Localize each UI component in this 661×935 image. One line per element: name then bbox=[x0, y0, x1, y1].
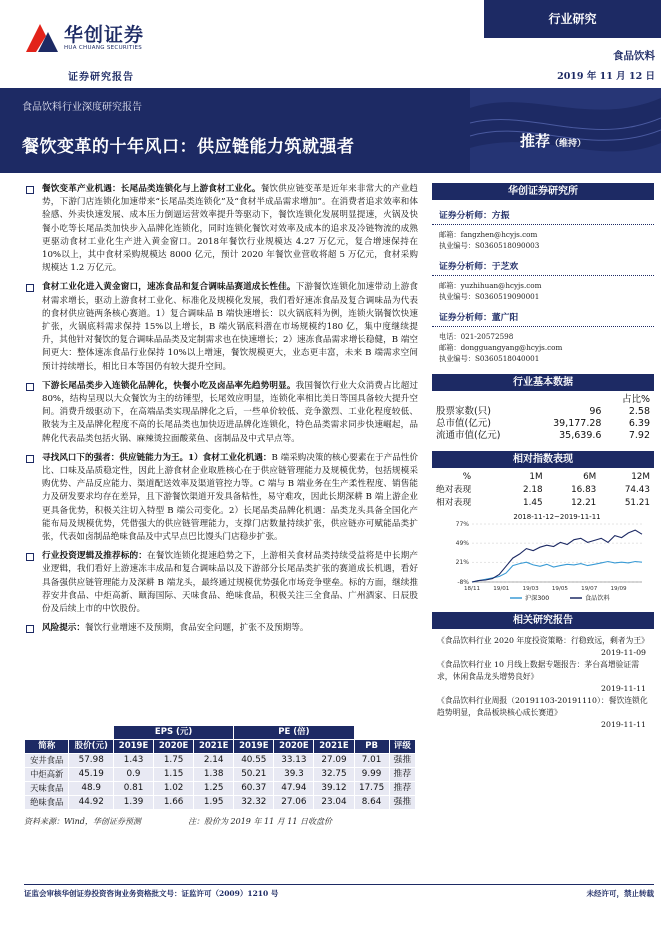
y-tick-label: 49% bbox=[455, 540, 469, 548]
row-label: 绝对表现 bbox=[436, 485, 472, 495]
summary-paragraph bbox=[24, 183, 418, 275]
column-header: 6M bbox=[583, 472, 597, 482]
table-cell: 57.98 bbox=[69, 754, 114, 768]
footer-divider bbox=[24, 884, 654, 885]
column-header: 占比% bbox=[621, 394, 650, 405]
legend-label: 食品饮料 bbox=[585, 595, 610, 602]
table-row bbox=[432, 497, 654, 510]
table-cell: 60.37 bbox=[234, 782, 274, 796]
paragraph-lead: 风险提示： bbox=[42, 623, 85, 634]
series-line-0 bbox=[472, 562, 642, 583]
table-row bbox=[432, 406, 654, 418]
cell-value: 2.18 bbox=[522, 485, 543, 495]
column-header-row bbox=[25, 740, 416, 754]
paragraph-text: B 端采购决策的核心要素在于产品性价比、口味及品质稳定性，因此上游食材企业取胜核心在于供应链管理能力及规模优势，包括规模采购优势、产品反应能力、渠道配送效率及渠道管控力等。C 端与 B 端业务在生产柔性程度、销售能力及研发要求均存在差异，且下游餐饮渠道开发具备粘性，易守难攻，因此长期深耕 B 端上游企业更具备优势，积极关注切入特型 B 端公司变化。2）长尾品类品牌化机遇：品类龙头具备全国化产能布局及规模优势，凭借强大的供应链管理能力，支撑门店数量持续扩张，供应链亦可赋能品类扩张，代表如卤制品绝味食品及中式早点巴比馒头门店稳步扩张。 bbox=[42, 452, 418, 543]
logo-mark-icon bbox=[26, 20, 58, 52]
performance-header: 相对指数表现 bbox=[432, 451, 654, 468]
column-header: 2021E bbox=[314, 740, 354, 754]
related-report-date: 2019-11-09 bbox=[601, 648, 646, 657]
bullet-square-icon bbox=[26, 553, 34, 561]
related-list bbox=[432, 635, 654, 731]
report-subtitle: 食品饮料行业深度研究报告 bbox=[22, 102, 142, 113]
pe-group-header: PE (倍) bbox=[234, 726, 354, 740]
table-cell: 39.12 bbox=[314, 782, 354, 796]
y-tick-label: -8% bbox=[457, 579, 469, 586]
table-cell: 1.25 bbox=[194, 782, 234, 796]
empty-header bbox=[69, 726, 114, 740]
stock-name: 安井食品 bbox=[25, 754, 69, 768]
stock-name: 绝味食品 bbox=[25, 796, 69, 810]
table-row bbox=[432, 418, 654, 430]
table-cell: 40.55 bbox=[234, 754, 274, 768]
table-cell: 47.94 bbox=[274, 782, 314, 796]
summary-column bbox=[24, 183, 418, 642]
cell-value: 39,177.28 bbox=[553, 418, 602, 429]
table-cell: 2.14 bbox=[194, 754, 234, 768]
stock-name: 天味食品 bbox=[25, 782, 69, 796]
row-label: 相对表现 bbox=[436, 498, 472, 508]
column-header: 2019E bbox=[234, 740, 274, 754]
rating-note: （维持） bbox=[550, 139, 587, 149]
estimates-table-wrap bbox=[24, 725, 416, 810]
estimates-body bbox=[25, 754, 416, 810]
summary-paragraph bbox=[24, 380, 418, 446]
table-cell: 0.9 bbox=[113, 768, 153, 782]
table-row bbox=[25, 796, 416, 810]
paragraph-lead: 行业投资逻辑及推荐标的： bbox=[42, 551, 147, 562]
table-cell: 1.39 bbox=[113, 796, 153, 810]
cell-pct: 6.39 bbox=[628, 418, 650, 429]
table-cell: 8.64 bbox=[354, 796, 389, 810]
row-label: 流通市值(亿元) bbox=[436, 430, 501, 441]
bullet-square-icon bbox=[26, 455, 34, 463]
performance-chart bbox=[432, 510, 654, 606]
table-cell: 39.3 bbox=[274, 768, 314, 782]
table-cell: 23.04 bbox=[314, 796, 354, 810]
table-cell: 27.09 bbox=[314, 754, 354, 768]
summary-paragraph bbox=[24, 550, 418, 616]
x-tick-label: 18/11 bbox=[463, 586, 481, 592]
table-cell: 17.75 bbox=[354, 782, 389, 796]
x-tick-label: 19/03 bbox=[522, 586, 539, 592]
table-cell: 50.21 bbox=[234, 768, 274, 782]
table-cell: 推荐 bbox=[389, 782, 415, 796]
paragraph-text: 我国餐饮行业大众消费占比超过 80%，结构呈现以大众餐饮为主的纺锤型，长尾效应明显，连锁化率相比美日等国具备较大提升空间。消费升级驱动下，在高端品类实现品牌化之后，一些单价较低、竞争激烈、工业化程度较低、散装为主及品牌化程度不高的长尾品类也加快迈进品牌化连锁化，特色品类需求同步快速崛起，品牌化代表品类包括火锅、麻辣烫拉面酸菜鱼、卤制品及中式早点等。 bbox=[42, 380, 418, 444]
sidebar bbox=[432, 183, 654, 731]
table-cell: 强推 bbox=[389, 796, 415, 810]
rating-value: 推荐 bbox=[520, 132, 551, 150]
table-cell: 7.01 bbox=[354, 754, 389, 768]
table-cell: 48.9 bbox=[69, 782, 114, 796]
column-header: 2019E bbox=[113, 740, 153, 754]
paragraph-text: 下游餐饮连锁化加速带动上游食材需求增长，驱动上游食材工业化、标准化及规模化发展，我们看好速冻食品及复合调味品为代表的食材供应链两条核心赛道。1）复合调味品 B 端快速增长：以火锅底料为例，连锁火锅餐饮快速扩张，火锅底料需求保持 15%以上增长，B 端火锅底料潜在市场规模约180 亿，集中度继续提升，其他针对餐饮的复合调味品品类及定制需求也在快速增长；2）速冻食品需求增长稳健，B 端空间更大：整体速冻食品行业保持 10%以上增速，餐饮规模更大，业态更丰富，未来 B 端需求空间预计持续增长，相比日本等国仍有较大提升空间。 bbox=[42, 282, 418, 372]
paragraph-lead: 食材工业化进入黄金窗口，速冻食品和复合调味品赛道成长性佳。 bbox=[42, 282, 296, 293]
summary-paragraph bbox=[24, 622, 418, 635]
paragraph-text: 餐饮行业增速不及预期，食品安全问题，扩张不及预期等。 bbox=[84, 623, 309, 634]
table-cell: 0.81 bbox=[113, 782, 153, 796]
report-category-tab bbox=[484, 0, 661, 38]
paragraph-text: 在餐饮连锁化提速趋势之下，上游相关食材品类持续受益将是中长期产业逻辑，我们看好上游速冻丰成品和复合调味品以及下游部分长尾品类扩张的赛道成长机遇，看好具备强供应链管理能力及深耕 B 端龙头，最终通过规模优势强化市场竞争壁垒。标的方面，继续推荐安井食品、中炬高新、颐海国际、天味食品、绝味食品，积极关注三全食品、广州酒家、日辰股份及后续上市的中饮股份。 bbox=[42, 551, 418, 615]
table-cell: 1.66 bbox=[154, 796, 194, 810]
table-cell: 1.43 bbox=[113, 754, 153, 768]
related-report-link[interactable]: 《食品饮料行业周报（20191103-20191110）：餐饮连锁化趋势明显，食品板块核心成长赛道》 bbox=[437, 696, 648, 717]
report-type-label: 证券研究报告 bbox=[68, 72, 134, 83]
y-tick-label: 77% bbox=[455, 521, 469, 528]
table-cell: 32.32 bbox=[234, 796, 274, 810]
table-row bbox=[25, 768, 416, 782]
divider bbox=[432, 275, 654, 276]
footer-copyright: 未经许可，禁止转载 bbox=[586, 889, 654, 898]
cell-value: 74.43 bbox=[624, 485, 650, 495]
table-cell: 33.13 bbox=[274, 754, 314, 768]
analyst-license: 执业编号：S0360519090001 bbox=[439, 292, 540, 301]
analysts-header: 华创证券研究所 bbox=[432, 183, 654, 200]
table-cell: 32.75 bbox=[314, 768, 354, 782]
cell-value: 51.21 bbox=[624, 498, 650, 508]
market-data-header: 行业基本数据 bbox=[432, 374, 654, 391]
paragraph-lead: 餐饮变革产业机遇：长尾品类连锁化与上游食材工业化。 bbox=[42, 184, 261, 194]
table-cell: 1.75 bbox=[154, 754, 194, 768]
table-cell: 1.02 bbox=[154, 782, 194, 796]
related-report-link[interactable]: 《食品饮料行业 10 月线上数据专题报告：茅台高增验证需求，休闲食品龙头增势良好》 bbox=[437, 660, 640, 681]
table-cell: 1.15 bbox=[154, 768, 194, 782]
bullet-square-icon bbox=[26, 284, 34, 292]
summary-paragraph bbox=[24, 452, 418, 544]
column-header: 股价(元) bbox=[69, 740, 114, 754]
empty-header bbox=[389, 726, 415, 740]
row-label: 总市值(亿元) bbox=[436, 418, 491, 429]
chart-title: 2018-11-12~2019-11-11 bbox=[513, 513, 601, 521]
x-tick-label: 19/07 bbox=[581, 586, 598, 592]
paragraph-lead: 寻找风口下的强者：供应链能力为王。1）食材工业化机遇： bbox=[42, 452, 272, 463]
table-cell: 9.99 bbox=[354, 768, 389, 782]
cell-pct: 2.58 bbox=[628, 406, 650, 417]
footer-license: 证监会审核华创证券投资咨询业务资格批文号：证监许可（2009）1210 号 bbox=[24, 889, 279, 898]
divider bbox=[432, 326, 654, 327]
empty-header bbox=[25, 726, 69, 740]
table-cell: 强推 bbox=[389, 754, 415, 768]
summary-paragraph bbox=[24, 281, 418, 373]
x-tick-label: 19/09 bbox=[610, 586, 627, 592]
table-cell: 1.95 bbox=[194, 796, 234, 810]
column-header: 评级 bbox=[389, 740, 415, 754]
x-tick-label: 19/05 bbox=[551, 586, 568, 592]
analyst-license: 执业编号：S0360518040001 bbox=[439, 354, 540, 363]
table-cell: 1.38 bbox=[194, 768, 234, 782]
analyst-email[interactable]: 邮箱：dongguangyang@hcyjs.com bbox=[439, 343, 563, 352]
source-note: 资料来源：Wind，华创证券预测 bbox=[24, 817, 141, 826]
table-cell: 44.92 bbox=[69, 796, 114, 810]
table-row bbox=[432, 484, 654, 497]
price-note: 注：股价为 2019 年 11 月 11 日收盘价 bbox=[188, 817, 332, 826]
x-tick-label: 19/01 bbox=[493, 586, 510, 592]
column-header: 简称 bbox=[25, 740, 69, 754]
analyst-email[interactable]: 邮箱：yuzhihuan@hcyjs.com bbox=[439, 281, 542, 290]
column-header: 12M bbox=[631, 472, 650, 482]
cell-value: 16.83 bbox=[571, 485, 597, 495]
estimates-table bbox=[24, 725, 416, 810]
report-category-label: 行业研究 bbox=[548, 12, 597, 26]
cell-value: 96 bbox=[589, 406, 602, 417]
column-header: % bbox=[462, 472, 472, 482]
logo-text: 华创证券 bbox=[64, 24, 145, 46]
related-report-link[interactable]: 《食品饮料行业 2020 年度投资策略：行稳致远，剩者为王》 bbox=[437, 636, 649, 645]
sector-label: 食品饮料 bbox=[613, 50, 655, 62]
table-cell: 推荐 bbox=[389, 768, 415, 782]
table-row bbox=[25, 782, 416, 796]
paragraph-lead: 下游长尾品类步入连锁化品牌化，快餐小吃及卤品率先趋势明显。 bbox=[42, 380, 296, 391]
paragraph-text: 餐饮供应链变革是近年来非常大的产业趋势，下游门店连锁化加速带来“长尾品类连锁化”及“食材半成品需求增加”。在消费者追求效率和体验感、外卖快速发展、成本压力倒逼运营效率提升等驱动下，餐饮连锁化发展明显提速，火锅及快餐小吃等长尾品类加快步入品牌化连锁化，同时连锁化餐饮对效率及成本的追求及冷链物流的成熟更驱动食材工业化生产进入黄金窗口。2018年餐饮行业规模达 4.27 万亿元，复合增速保持在 10%以上，其中食材采购规模达 8000 亿元，预计 2020 年餐饮业营收将超 5 万亿元，食材采购规模达 1.2 万亿元。 bbox=[42, 184, 418, 274]
legend-label: 沪深300 bbox=[525, 595, 550, 602]
report-title: 餐饮变革的十年风口：供应链能力筑就强者 bbox=[22, 137, 355, 157]
cell-value: 35,639.6 bbox=[559, 430, 602, 441]
analyst-email[interactable]: 邮箱：fangzhen@hcyjs.com bbox=[439, 230, 538, 239]
series-line-1 bbox=[472, 530, 642, 582]
rating bbox=[520, 130, 586, 151]
cell-value: 12.21 bbox=[571, 498, 597, 508]
analyst-license: 执业编号：S0360518090003 bbox=[439, 241, 540, 250]
logo-text-en: HUA CHUANG SECURITIES bbox=[64, 45, 143, 51]
analyst-name: 证券分析师：于芝欢 bbox=[439, 262, 519, 272]
analyst-name: 证券分析师：董广阳 bbox=[439, 313, 519, 323]
bullet-square-icon bbox=[26, 625, 34, 633]
market-data-table bbox=[432, 394, 654, 442]
eps-group-header: EPS (元) bbox=[113, 726, 233, 740]
column-header: 1M bbox=[529, 472, 543, 482]
divider bbox=[432, 224, 654, 225]
bullet-square-icon bbox=[26, 383, 34, 391]
stock-name: 中炬高新 bbox=[25, 768, 69, 782]
related-report-date: 2019-11-11 bbox=[601, 720, 646, 729]
report-date: 2019 年 11 月 12 日 bbox=[557, 71, 655, 82]
column-header: 2020E bbox=[154, 740, 194, 754]
table-row bbox=[432, 430, 654, 442]
performance-table bbox=[432, 471, 654, 510]
y-tick-label: 21% bbox=[455, 559, 469, 567]
column-header: 2020E bbox=[274, 740, 314, 754]
related-header: 相关研究报告 bbox=[432, 612, 654, 629]
related-report-date: 2019-11-11 bbox=[601, 684, 646, 693]
row-label: 股票家数(只) bbox=[436, 406, 491, 417]
table-cell: 27.06 bbox=[274, 796, 314, 810]
column-header: PB bbox=[354, 740, 389, 754]
analyst-name: 证券分析师：方振 bbox=[439, 211, 510, 221]
empty-header bbox=[354, 726, 389, 740]
cell-pct: 7.92 bbox=[628, 430, 650, 441]
bullet-square-icon bbox=[26, 186, 34, 194]
cell-value: 1.45 bbox=[522, 498, 543, 508]
table-row bbox=[25, 754, 416, 768]
table-cell: 45.19 bbox=[69, 768, 114, 782]
column-header: 2021E bbox=[194, 740, 234, 754]
analyst-phone: 电话：021-20572598 bbox=[439, 332, 514, 341]
